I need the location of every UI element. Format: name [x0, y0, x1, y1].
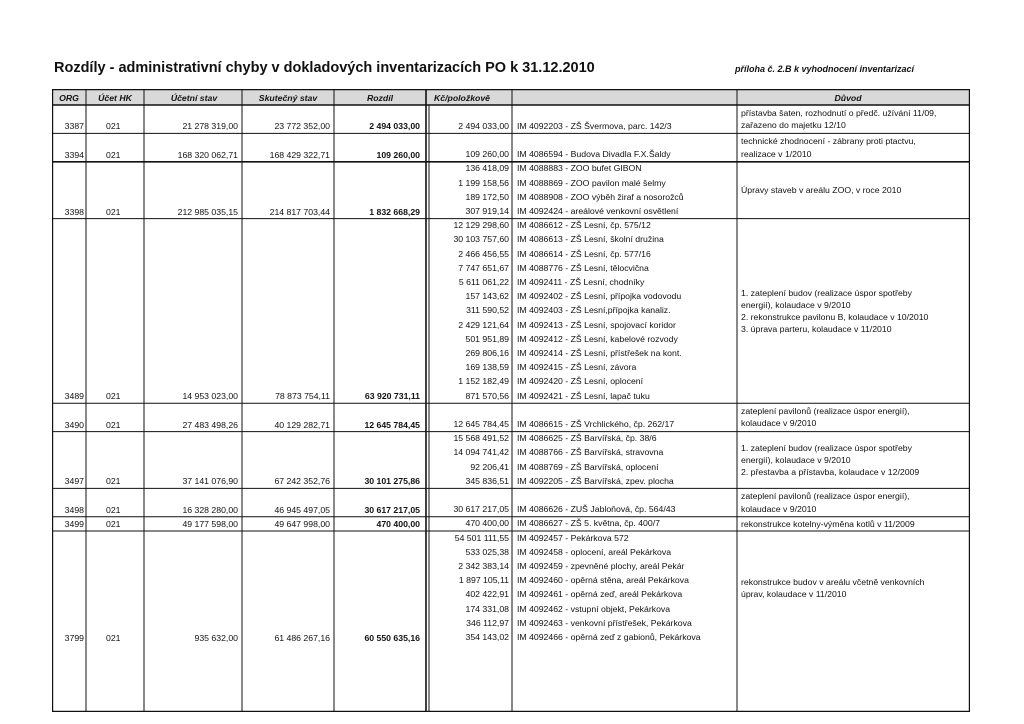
cell-org: 3498 — [64, 504, 84, 515]
cell-kc-polozkove: 533 025,38 — [465, 546, 509, 557]
cell-kc-polozkove: 402 422,91 — [465, 589, 509, 600]
cell-kc-polozkove: 136 418,09 — [465, 163, 509, 174]
cell-duvod: přístavba šaten, rozhodnutí o předč. užívání 11/09, — [741, 108, 937, 118]
cell-kc-polozkove: 5 611 061,22 — [458, 276, 509, 287]
document-subtitle: příloha č. 2.B k vyhodnocení inventarizací — [735, 64, 915, 74]
cell-kc-polozkove: 311 590,52 — [466, 305, 509, 316]
cell-duvod: rekonstrukce budov v areálu včetně venkovních — [741, 576, 925, 587]
cell-rozdil: 30 617 217,05 — [364, 504, 420, 515]
cell-rozdil: 470 400,00 — [376, 519, 420, 529]
cell-ucet-hk: 021 — [106, 519, 121, 529]
cell-kc-polozkove: 109 260,00 — [465, 149, 509, 160]
cell-ucet-hk: 021 — [106, 504, 121, 515]
cell-rozdil: 109 260,00 — [376, 149, 420, 160]
cell-duvod: úprav, kolaudace v 11/2010 — [741, 588, 847, 599]
cell-kc-polozkove: 14 094 741,42 — [453, 447, 509, 458]
cell-skutecny-stav: 214 817 703,44 — [269, 206, 330, 217]
cell-item-description: IM 4092424 - areálové venkovní osvětlení — [517, 205, 679, 216]
cell-item-description: IM 4092403 - ZŠ Lesní,přípojka kanaliz. — [517, 305, 671, 316]
cell-kc-polozkove: 2 494 033,00 — [458, 120, 509, 131]
cell-ucet-hk: 021 — [106, 632, 121, 643]
cell-rozdil: 30 101 275,86 — [364, 476, 420, 487]
cell-skutecny-stav: 67 242 352,76 — [274, 476, 330, 487]
cell-item-description: IM 4092466 - opěrná zeď z gabionů, Pekárkova — [517, 631, 701, 642]
cell-ucetni-stav: 935 632,00 — [194, 632, 238, 643]
cell-item-description: IM 4092457 - Pekárkova 572 — [517, 532, 629, 543]
cell-ucet-hk: 021 — [106, 391, 121, 402]
cell-kc-polozkove: 501 951,89 — [465, 333, 509, 344]
cell-ucet-hk: 021 — [106, 476, 121, 487]
cell-org: 3394 — [64, 149, 84, 160]
cell-kc-polozkove: 7 747 651,67 — [458, 262, 509, 273]
cell-item-description: IM 4086614 - ZŠ Lesní, čp. 577/16 — [517, 248, 651, 259]
cell-kc-polozkove: 174 331,08 — [465, 603, 509, 614]
cell-ucet-hk: 021 — [106, 206, 121, 217]
cell-item-description: IM 4092460 - opěrná stěna, areál Pekárkova — [517, 575, 689, 586]
cell-item-description: IM 4086612 - ZŠ Lesní, čp. 575/12 — [517, 220, 651, 231]
cell-duvod: realizace v 1/2010 — [741, 148, 812, 159]
cell-rozdil: 60 550 635,16 — [364, 632, 420, 643]
cell-item-description: IM 4092205 - ZŠ Barvířská, zpev. plocha — [517, 475, 674, 486]
inventory-table — [52, 89, 970, 712]
cell-org: 3497 — [64, 476, 84, 487]
cell-item-description: IM 4086594 - Budova Divadla F.X.Šaldy — [517, 149, 671, 160]
cell-kc-polozkove: 2 429 121,64 — [458, 319, 509, 330]
cell-ucet-hk: 021 — [106, 419, 121, 430]
cell-rozdil: 2 494 033,00 — [369, 121, 420, 132]
cell-item-description: IM 4086613 - ZŠ Lesní, školní družina — [517, 234, 664, 245]
cell-duvod: Úpravy staveb v areálu ZOO, v roce 2010 — [741, 185, 902, 196]
cell-org: 3398 — [64, 206, 84, 217]
header-rozdil: Rozdíl — [366, 93, 394, 103]
cell-ucet-hk: 021 — [106, 121, 121, 132]
cell-duvod: zateplení pavilonů (realizace úspor energií), — [741, 491, 910, 502]
cell-org: 3799 — [64, 632, 84, 643]
cell-item-description: IM 4092412 - ZŠ Lesní, kabelové rozvody — [517, 333, 678, 344]
cell-duvod: kolaudace v 9/2010 — [741, 503, 817, 514]
cell-skutecny-stav: 78 873 754,11 — [275, 391, 330, 402]
cell-org: 3387 — [64, 121, 84, 132]
header-skutecny-stav: Skutečný stav — [258, 93, 318, 103]
cell-item-description: IM 4086615 - ZŠ Vrchlického, čp. 262/17 — [517, 418, 675, 429]
cell-kc-polozkove: 92 206,41 — [470, 461, 509, 472]
cell-item-description: IM 4092415 - ZŠ Lesní, závora — [517, 362, 637, 373]
cell-duvod: energií), kolaudace v 9/2010 — [741, 299, 851, 310]
cell-item-description: IM 4088883 - ZOO bufet GIBON — [517, 163, 642, 174]
cell-duvod: kolaudace v 9/2010 — [741, 418, 817, 429]
cell-kc-polozkove: 157 143,62 — [465, 291, 509, 302]
cell-duvod: 1. zateplení budov (realizace úspor spotřeby — [741, 287, 912, 298]
cell-ucetni-stav: 212 985 035,15 — [177, 206, 238, 217]
cell-ucetni-stav: 14 953 023,00 — [182, 391, 238, 402]
cell-duvod: zařazeno do majetku 12/10 — [741, 120, 846, 131]
cell-duvod: rekonstrukce kotelny-výměna kotlů v 11/2009 — [741, 518, 915, 529]
cell-kc-polozkove: 189 172,50 — [465, 191, 509, 202]
cell-duvod: 3. úprava parteru, kolaudace v 11/2010 — [741, 324, 892, 335]
header-ucet-hk: Účet HK — [98, 93, 132, 103]
cell-item-description: IM 4088776 - ZŠ Lesní, tělocvična — [517, 262, 649, 273]
cell-item-description: IM 4092203 - ZŠ Švermova, parc. 142/3 — [517, 120, 672, 131]
cell-kc-polozkove: 346 112,97 — [466, 617, 509, 628]
cell-item-description: IM 4086625 - ZŠ Barvířská, čp. 38/6 — [517, 433, 657, 444]
cell-kc-polozkove: 169 138,59 — [465, 362, 509, 373]
cell-kc-polozkove: 307 919,14 — [465, 205, 509, 216]
cell-item-description: IM 4092462 - vstupní objekt, Pekárkova — [517, 603, 671, 614]
cell-ucetni-stav: 168 320 062,71 — [177, 149, 238, 160]
cell-item-description: IM 4088766 - ZŠ Barvířská, stravovna — [517, 447, 664, 458]
cell-rozdil: 1 832 668,29 — [369, 206, 420, 217]
cell-item-description: IM 4092461 - opěrná zeď, areál Pekárkova — [517, 589, 683, 600]
cell-kc-polozkove: 1 897 105,11 — [458, 575, 509, 586]
cell-org: 3490 — [64, 419, 84, 430]
header-ucetni-stav: Účetní stav — [170, 93, 218, 103]
cell-item-description: IM 4092413 - ZŠ Lesní, spojovací koridor — [517, 319, 676, 330]
cell-item-description: IM 4086626 - ZUŠ Jabloňová, čp. 564/43 — [517, 504, 676, 515]
document-title: Rozdíly - administrativní chyby v dokladových inventarizacích PO k 31.12.2010 — [54, 60, 595, 76]
cell-item-description: IM 4092459 - zpevněné plochy, areál Pekár — [517, 560, 685, 571]
cell-kc-polozkove: 12 645 784,45 — [453, 418, 509, 429]
cell-kc-polozkove: 470 400,00 — [465, 518, 509, 529]
cell-item-description: IM 4092411 - ZŠ Lesní, chodníky — [517, 276, 645, 287]
cell-skutecny-stav: 61 486 267,16 — [274, 632, 330, 643]
cell-item-description: IM 4092463 - venkovní přístřešek, Pekárkova — [517, 617, 692, 628]
cell-kc-polozkove: 269 806,16 — [465, 347, 509, 358]
cell-kc-polozkove: 12 129 298,60 — [453, 220, 509, 231]
cell-duvod: technické zhodnocení - zábrany proti ptactvu, — [741, 136, 916, 147]
cell-ucetni-stav: 27 483 498,26 — [182, 419, 238, 430]
cell-kc-polozkove: 30 103 757,60 — [453, 234, 509, 245]
cell-item-description: IM 4086627 - ZŠ 5. května, čp. 400/7 — [517, 518, 660, 529]
cell-kc-polozkove: 1 199 158,56 — [458, 177, 509, 188]
cell-item-description: IM 4088769 - ZŠ Barvířská, oplocení — [517, 461, 659, 472]
cell-ucetni-stav: 16 328 280,00 — [182, 504, 238, 515]
cell-skutecny-stav: 46 945 497,05 — [274, 504, 330, 515]
cell-ucet-hk: 021 — [106, 149, 121, 160]
cell-kc-polozkove: 2 466 456,55 — [458, 248, 509, 259]
cell-kc-polozkove: 1 152 182,49 — [458, 376, 509, 387]
cell-ucetni-stav: 49 177 598,00 — [182, 519, 238, 529]
cell-kc-polozkove: 345 836,51 — [465, 475, 509, 486]
cell-skutecny-stav: 40 129 282,71 — [274, 419, 330, 430]
cell-item-description: IM 4092414 - ZŠ Lesní, přístřešek na kont. — [517, 347, 682, 358]
cell-kc-polozkove: 54 501 111,55 — [454, 532, 509, 543]
cell-kc-polozkove: 15 568 491,52 — [453, 433, 509, 444]
cell-org: 3499 — [64, 519, 84, 529]
cell-item-description: IM 4092458 - oplocení, areál Pekárkova — [517, 546, 672, 557]
cell-item-description: IM 4092420 - ZŠ Lesní, oplocení — [517, 376, 644, 387]
cell-org: 3489 — [64, 391, 84, 402]
cell-duvod: 1. zateplení budov (realizace úspor spotřeby — [741, 442, 912, 453]
cell-duvod: 2. přestavba a přístavba, kolaudace v 12/2009 — [741, 467, 920, 478]
cell-kc-polozkove: 30 617 217,05 — [453, 504, 509, 515]
cell-skutecny-stav: 23 772 352,00 — [274, 121, 330, 132]
cell-item-description: IM 4092421 - ZŠ Lesní, lapač tuku — [517, 390, 650, 401]
cell-skutecny-stav: 49 647 998,00 — [274, 519, 330, 529]
cell-item-description: IM 4088869 - ZOO pavilon malé šelmy — [517, 177, 666, 188]
cell-ucetni-stav: 21 278 319,00 — [182, 121, 238, 132]
cell-item-description: IM 4092402 - ZŠ Lesní, přípojka vodovodu — [517, 291, 682, 302]
cell-ucetni-stav: 37 141 076,90 — [182, 476, 238, 487]
header-kc-polozkove: Kč/položkově — [434, 93, 490, 103]
cell-duvod: zateplení pavilonů (realizace úspor energií), — [741, 406, 910, 417]
cell-kc-polozkove: 871 570,56 — [465, 390, 509, 401]
header-org: ORG — [59, 93, 79, 103]
header-duvod: Důvod — [834, 93, 862, 103]
cell-rozdil: 63 920 731,11 — [364, 391, 420, 402]
cell-duvod: 2. rekonstrukce pavilonu B, kolaudace v 10/2010 — [741, 311, 929, 322]
cell-skutecny-stav: 168 429 322,71 — [269, 149, 330, 160]
cell-duvod: energií), kolaudace v 9/2010 — [741, 454, 851, 465]
cell-kc-polozkove: 2 342 383,14 — [458, 560, 509, 571]
cell-kc-polozkove: 354 143,02 — [465, 631, 509, 642]
cell-item-description: IM 4088908 - ZOO výběh žiraf a nosorožců — [517, 191, 684, 202]
cell-rozdil: 12 645 784,45 — [364, 419, 420, 430]
